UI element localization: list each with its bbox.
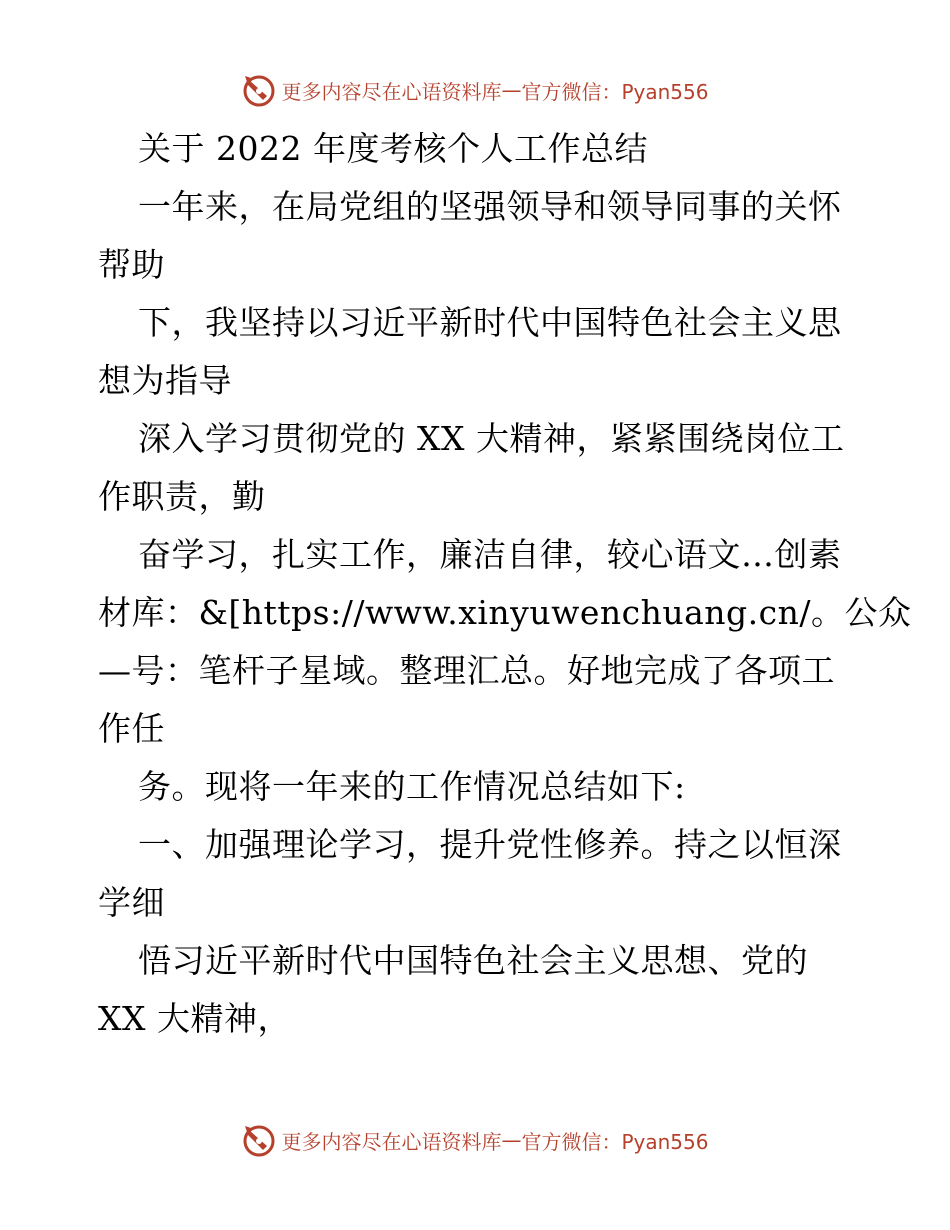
pen-nib-logo-icon bbox=[241, 1122, 277, 1158]
paragraph-line: XX 大精神， bbox=[98, 999, 291, 1038]
paragraph-line: 想为指导 bbox=[98, 361, 232, 400]
document-body bbox=[98, 120, 912, 1048]
paragraph-line: —号：笔杆子星域。整理汇总。好地完成了各项工 bbox=[98, 651, 835, 690]
paragraph-line: 作职责，勤 bbox=[98, 477, 266, 516]
footer-banner-wechat: 官方微信：Pyan556 bbox=[521, 1129, 709, 1154]
header-banner bbox=[0, 68, 950, 112]
paragraph-line: 下，我坚持以习近平新时代中国特色社会主义思 bbox=[138, 303, 842, 342]
paragraph-line: 关于 2022 年度考核个人工作总结 bbox=[138, 129, 648, 168]
pen-nib-logo-icon bbox=[241, 72, 277, 108]
paragraph-line: 悟习近平新时代中国特色社会主义思想、党的 bbox=[138, 941, 808, 980]
footer-banner-text: 更多内容尽在心语资料库 bbox=[281, 1129, 502, 1154]
paragraph-line: 务。现将一年来的工作情况总结如下: bbox=[138, 767, 686, 806]
paragraph-line: 一年来，在局党组的坚强领导和领导同事的关怀 bbox=[138, 187, 842, 226]
paragraph-line: 奋学习，扎实工作，廉洁自律，较心语文…创素 bbox=[138, 535, 842, 574]
paragraph-line: 一、加强理论学习，提升党性修养。持之以恒深 bbox=[138, 825, 842, 864]
paragraph-line: 帮助 bbox=[98, 245, 165, 284]
header-banner-wechat: 官方微信：Pyan556 bbox=[521, 79, 709, 104]
paragraph-line: 材库：&[https://www.xinyuwenchuang.cn/。公众 bbox=[98, 593, 912, 632]
paragraph-line: 深入学习贯彻党的 XX 大精神，紧紧围绕岗位工 bbox=[138, 419, 845, 458]
header-banner-text: 更多内容尽在心语资料库 bbox=[281, 79, 502, 104]
footer-banner-dash: — bbox=[501, 1128, 522, 1152]
paragraph-line: 学细 bbox=[98, 883, 165, 922]
paragraph-line: 作任 bbox=[98, 709, 165, 748]
footer-banner bbox=[0, 1118, 950, 1162]
header-banner-dash: — bbox=[501, 78, 522, 102]
